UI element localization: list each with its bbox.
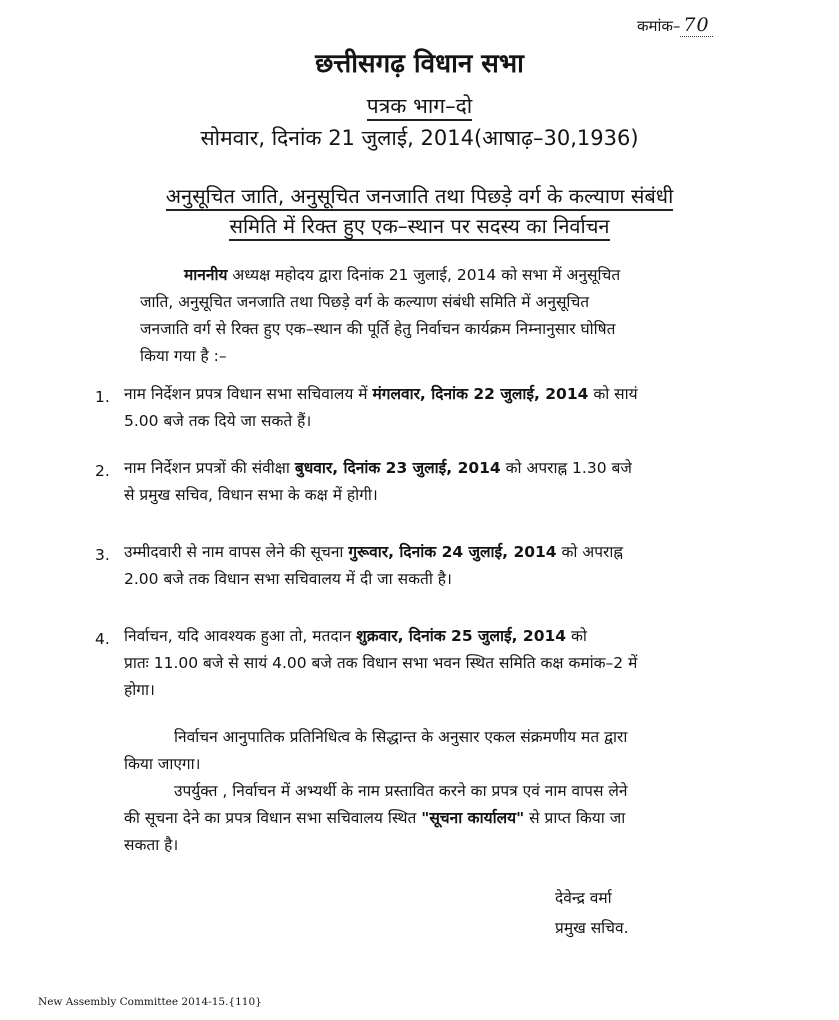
item-4-bold: शुक्रवार, दिनांक 25 जुलाई, 2014 [356,627,567,645]
item-2-text-a: नाम निर्देशन प्रपत्रों की संवीक्षा [124,459,295,477]
assembly-title: छत्तीसगढ़ विधान सभा [315,49,524,79]
item-2-line-2: से प्रमुख सचिव, विधान सभा के कक्ष में होगी। [124,486,378,504]
intro-line-1: अध्यक्ष महोदय द्वारा दिनांक 21 जुलाई, 2014 को सभा में अनुसूचित [227,266,621,284]
closing-p2-line-3: सकता है। [124,836,179,854]
subject-line-1: अनुसूचित जाति, अनुसूचित जनजाति तथा पिछड़े वर्ग के कल्याण संबंधी [166,184,674,211]
item-3-line-2: 2.00 बजे तक विधान सभा सचिवालय में दी जा सकती है। [124,570,452,588]
footer-reference: New Assembly Committee 2014-15.{110} [38,996,262,1008]
item-2-number: 2. [95,462,110,480]
item-4-text-a: निर्वाचन, यदि आवश्यक हुआ तो, मतदान [124,627,357,645]
list-item [124,623,637,704]
list-item [124,455,632,509]
list-item [124,381,638,435]
item-4-number: 4. [95,630,110,648]
serial-handwritten-number: 70 [680,14,712,37]
subject-heading-line-1 [0,182,839,209]
item-3-number: 3. [95,546,110,564]
serial-number [637,14,713,37]
bulletin-title-text: पत्रक भाग–दो [367,94,472,121]
item-1-bold: मंगलवार, दिनांक 22 जुलाई, 2014 [372,385,589,403]
item-1-line-2: 5.00 बजे तक दिये जा सकते हैं। [124,412,312,430]
closing-p2-bold: "सूचना कार्यालय" [421,809,525,827]
signature-name: देवेन्द्र वर्मा [555,889,612,907]
bulletin-date: सोमवार, दिनांक 21 जुलाई, 2014(आषाढ़–30,1936) [200,126,639,150]
item-2-text-b: को अपराह्न 1.30 बजे [500,459,632,477]
bulletin-title [0,92,839,120]
intro-paragraph [140,262,620,370]
intro-line-3: जनजाति वर्ग से रिक्त हुए एक–स्थान की पूर्ति हेतु निर्वाचन कार्यक्रम निम्नानुसार घोषित [140,320,616,338]
closing-p2-line-1: उपर्युक्त , निर्वाचन में अभ्यर्थी के नाम प्रस्तावित करने का प्रपत्र एवं नाम वापस लेने [174,782,628,800]
intro-line-2: जाति, अनुसूचित जनजाति तथा पिछड़े वर्ग के कल्याण संबंधी समिति में अनुसूचित [140,293,590,311]
item-3-text-a: उम्मीदवारी से नाम वापस लेने की सूचना [124,543,349,561]
signature-designation: प्रमुख सचिव. [555,919,629,937]
item-4-line-3: होगा। [124,681,155,699]
closing-p1-line-2: किया जाएगा। [124,755,201,773]
closing-p2-line-2-a: की सूचना देने का प्रपत्र विधान सभा सचिवालय स्थित [124,809,422,827]
item-4-line-2: प्रातः 11.00 बजे से सायं 4.00 बजे तक विधान सभा भवन स्थित समिति कक्ष कमांक–2 में [124,654,638,672]
intro-line-4: किया गया है :– [140,347,227,365]
serial-label: कमांक– [637,17,681,35]
subject-heading-line-2 [0,212,839,239]
closing-paragraph-2 [124,778,628,859]
subject-line-2: समिति में रिक्त हुए एक–स्थान पर सदस्य का निर्वाचन [229,214,609,241]
item-2-bold: बुधवार, दिनांक 23 जुलाई, 2014 [294,459,501,477]
item-1-number: 1. [95,388,110,406]
closing-p2-line-2-b: से प्राप्त किया जा [524,809,626,827]
item-1-text-b: को सायं [588,385,638,403]
item-4-text-b: को [566,627,587,645]
intro-bold-start: माननीय [184,266,228,284]
item-3-text-b: को अपराह्न [556,543,624,561]
closing-paragraph-1 [124,724,627,778]
closing-p1-line-1: निर्वाचन आनुपातिक प्रतिनिधित्व के सिद्धान्त के अनुसार एकल संक्रमणीय मत द्वारा [174,728,628,746]
item-3-bold: गुरूवार, दिनांक 24 जुलाई, 2014 [348,543,557,561]
item-1-text-a: नाम निर्देशन प्रपत्र विधान सभा सचिवालय में [124,385,373,403]
list-item [124,539,623,593]
